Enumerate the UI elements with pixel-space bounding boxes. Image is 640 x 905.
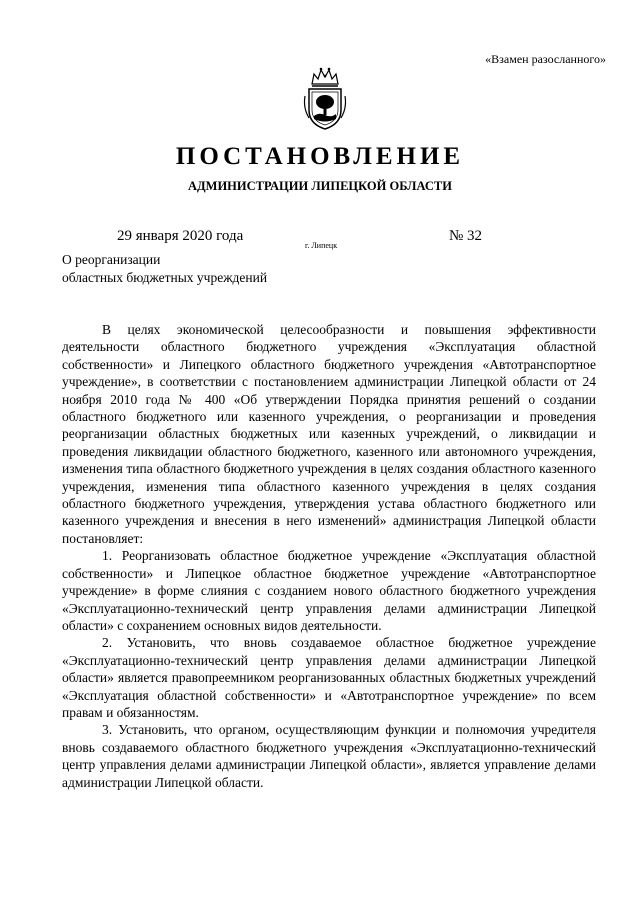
preamble-paragraph: В целях экономической целесообразности и повышения эффективности деятельности областного бюджетного учреждения «Эксплуатация областной собственности» и Липецкого областного бюджетного учреждения «Автотранспортное учреждение», в соответствии с постановлением администрации Липецкой области от 24 ноября 2010 года № 400 «Об утверждении Порядка принятия решений о создании областного бюджетного или казенного учреждения, о реорганизации и проведения реорганизации областных бюджетных или казенных учреждений, о ликвидации и проведения ликвидации областного бюджетного, казенного или автономного учреждения, изменения типа областного бюджетного учреждения в целях создания областного казенного учреждения, изменения типа областного казенного учреждения в целях создания областного бюджетного учреждения, утверждения устава областного бюджетного или казенного учреждения и внесения в него изменений» администрация Липецкой области постановляет: xyxy=(62,322,596,546)
subject-line-2: областных бюджетных учреждений xyxy=(62,270,268,285)
document-subtitle: АДМИНИСТРАЦИИ ЛИПЕЦКОЙ ОБЛАСТИ xyxy=(188,179,452,193)
document-subject xyxy=(62,251,267,287)
replacement-note: «Взамен разосланного» xyxy=(485,52,606,66)
document-city: г. Липецк xyxy=(305,241,338,250)
coat-of-arms-icon xyxy=(302,66,348,132)
subject-line-1: О реорганизации xyxy=(62,252,161,267)
item-2-paragraph: 2. Установить, что вновь создаваемое областное бюджетное учреждение «Эксплуатационно-технический центр управления делами администрации Липецкой области» является правопреемником реорганизованных областных бюджетных учреждений «Эксплуатация областной собственности» и «Автотранспортное учреждение» по всем правам и обязанностям. xyxy=(62,635,596,720)
item-1-paragraph: 1. Реорганизовать областное бюджетное учреждение «Эксплуатация областной собственности» и Липецкое областное бюджетное учреждение «Автотранспортное учреждение» в форме слияния с созданием нового областного бюджетного учреждения «Эксплуатационно-технический центр управления делами администрации Липецкой области» с сохранением основных видов деятельности. xyxy=(62,548,596,633)
document-title: ПОСТАНОВЛЕНИЕ xyxy=(175,143,465,170)
document-body xyxy=(62,321,596,791)
item-3-paragraph: 3. Установить, что органом, осуществляющим функции и полномочия учредителя вновь создаваемого областного бюджетного учреждения «Эксплуатационно-технический центр управления делами администрации Липецкой области», является управление делами администрации Липецкой области. xyxy=(62,722,596,790)
document-date: 29 января 2020 года xyxy=(117,228,244,244)
document-number: № 32 xyxy=(449,228,483,244)
